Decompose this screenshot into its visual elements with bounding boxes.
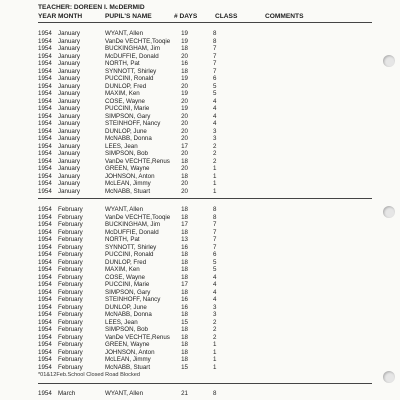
pupil-name-cell: BUCKINGHAM, Jim — [105, 45, 161, 52]
class-cell: 1 — [213, 348, 217, 356]
pupil-name-cell: WYANT, Allen — [105, 30, 144, 37]
month-cell: February — [58, 363, 83, 371]
binder-hole — [383, 206, 395, 218]
pupil-name-cell: COSE, Wayne — [105, 97, 146, 105]
pupil-name-cell: JOHNSON, Anton — [105, 172, 155, 180]
class-cell: 2 — [213, 150, 217, 157]
month-cell: February — [58, 296, 83, 303]
class-cell: 3 — [213, 303, 217, 311]
class-cell: 6 — [213, 75, 217, 82]
pupil-name-cell: LEES, Jean — [105, 318, 138, 326]
binder-hole — [383, 55, 395, 67]
year-cell: 1954 — [38, 266, 52, 273]
table-row — [38, 180, 372, 188]
pupil-name-cell: VanDe VECHTE,Renus — [105, 157, 170, 165]
year-cell: 1954 — [38, 112, 52, 120]
year-cell: 1954 — [38, 273, 52, 281]
table-row — [38, 158, 372, 166]
days-cell: 18 — [181, 356, 188, 363]
days-cell: 18 — [181, 266, 188, 273]
pupil-name-cell: PUCCINI, Marie — [105, 105, 150, 112]
days-cell: 20 — [181, 135, 188, 142]
days-cell: 17 — [181, 281, 188, 288]
year-cell: 1954 — [38, 165, 52, 172]
class-cell: 4 — [213, 112, 217, 120]
days-cell: 20 — [181, 52, 188, 60]
month-cell: January — [58, 37, 81, 45]
table-row — [38, 364, 372, 372]
col-year-header: YEAR — [38, 13, 57, 20]
month-cell: January — [58, 180, 81, 187]
col-days-header: # DAYS — [174, 13, 198, 20]
pupil-name-cell: STEINHOFF, Nancy — [105, 120, 161, 127]
class-cell: 5 — [213, 82, 217, 90]
days-cell: 21 — [181, 390, 188, 397]
year-cell: 1954 — [38, 142, 52, 150]
days-cell: 18 — [181, 228, 188, 236]
year-cell: 1954 — [38, 318, 52, 326]
month-cell: February — [58, 221, 83, 228]
pupil-name-cell: MAXIM, Ken — [105, 90, 140, 97]
month-cell: January — [58, 150, 81, 157]
class-cell: 2 — [213, 333, 217, 341]
class-cell: 7 — [213, 67, 217, 75]
table-row — [38, 30, 372, 38]
class-cell: 5 — [213, 266, 217, 273]
month-cell: January — [58, 45, 81, 52]
pupil-name-cell: DUNLOP, June — [105, 303, 147, 311]
table-row — [38, 150, 372, 158]
section-divider — [38, 198, 372, 199]
class-cell: 3 — [213, 127, 217, 135]
days-cell: 16 — [181, 296, 188, 303]
days-cell: 20 — [181, 180, 188, 187]
days-cell: 19 — [181, 75, 188, 82]
table-row — [38, 266, 372, 274]
month-cell: January — [58, 127, 81, 135]
month-cell: January — [58, 105, 81, 112]
pupil-name-cell: SIMPSON, Gary — [105, 112, 151, 120]
year-cell: 1954 — [38, 251, 52, 258]
table-row — [38, 341, 372, 349]
month-cell: February — [58, 266, 83, 273]
table-row — [38, 349, 372, 357]
year-cell: 1954 — [38, 311, 52, 318]
month-cell: February — [58, 288, 83, 296]
class-cell: 7 — [213, 60, 217, 67]
table-row — [38, 356, 372, 364]
days-cell: 18 — [181, 326, 188, 333]
month-cell: January — [58, 157, 81, 165]
table-row — [38, 251, 372, 259]
class-cell: 8 — [213, 37, 217, 45]
table-row — [38, 98, 372, 106]
days-cell: 20 — [181, 165, 188, 172]
year-cell: 1954 — [38, 97, 52, 105]
days-cell: 18 — [181, 251, 188, 258]
table-row — [38, 113, 372, 121]
days-cell: 20 — [181, 127, 188, 135]
days-cell: 20 — [181, 82, 188, 90]
month-cell: January — [58, 75, 81, 82]
year-cell: 1954 — [38, 206, 52, 213]
year-cell: 1954 — [38, 390, 52, 397]
days-cell: 16 — [181, 60, 188, 67]
year-cell: 1954 — [38, 60, 52, 67]
pupil-name-cell: DUNLOP, Fred — [105, 82, 147, 90]
year-cell: 1954 — [38, 363, 52, 371]
table-row — [38, 289, 372, 297]
class-cell: 7 — [213, 243, 217, 251]
table-row — [38, 83, 372, 91]
table-row — [38, 53, 372, 61]
class-cell: 8 — [213, 30, 217, 37]
year-cell: 1954 — [38, 213, 52, 221]
table-row — [38, 244, 372, 252]
class-cell: 5 — [213, 258, 217, 266]
month-cell: February — [58, 251, 83, 258]
year-cell: 1954 — [38, 67, 52, 75]
month-cell: February — [58, 326, 83, 333]
days-cell: 17 — [181, 142, 188, 150]
month-cell: January — [58, 67, 81, 75]
table-row — [38, 296, 372, 304]
month-cell: February — [58, 311, 83, 318]
pupil-name-cell: VanDe VECHTE,Tooqie — [105, 213, 171, 221]
pupil-name-cell: NORTH, Pat — [105, 236, 140, 243]
page-header — [38, 3, 372, 21]
days-cell: 19 — [181, 37, 188, 45]
days-cell: 18 — [181, 258, 188, 266]
class-cell: 7 — [213, 45, 217, 52]
month-cell: February — [58, 213, 83, 221]
pupil-name-cell: McLEAN, Jimmy — [105, 180, 151, 187]
pupil-name-cell: SIMPSON, Bob — [105, 150, 148, 157]
class-cell: 4 — [213, 120, 217, 127]
days-cell: 20 — [181, 112, 188, 120]
table-row — [38, 38, 372, 46]
month-cell: February — [58, 318, 83, 326]
pupil-name-cell: LEES, Jean — [105, 142, 138, 150]
month-cell: February — [58, 236, 83, 243]
month-cell: January — [58, 120, 81, 127]
month-cell: March — [58, 390, 76, 397]
year-cell: 1954 — [38, 30, 52, 37]
year-cell: 1954 — [38, 82, 52, 90]
year-cell: 1954 — [38, 75, 52, 82]
class-cell: 1 — [213, 172, 217, 180]
days-cell: 18 — [181, 288, 188, 296]
month-cell: February — [58, 356, 83, 363]
pupil-name-cell: McDUFFIE, Donald — [105, 52, 159, 60]
days-cell: 18 — [181, 311, 188, 318]
header-rule — [38, 22, 372, 23]
table-row — [38, 214, 372, 222]
year-cell: 1954 — [38, 281, 52, 288]
table-row — [38, 90, 372, 98]
table-row — [38, 105, 372, 113]
class-cell: 1 — [213, 187, 217, 195]
table-row — [38, 229, 372, 237]
section-february — [38, 206, 372, 379]
pupil-name-cell: PUCCINI, Ronald — [105, 251, 154, 258]
class-cell: 3 — [213, 311, 217, 318]
days-cell: 15 — [181, 318, 188, 326]
days-cell: 19 — [181, 30, 188, 37]
days-cell: 20 — [181, 120, 188, 127]
year-cell: 1954 — [38, 228, 52, 236]
year-cell: 1954 — [38, 348, 52, 356]
month-cell: January — [58, 187, 81, 195]
table-row — [38, 75, 372, 83]
pupil-name-cell: SYNNOTT, Shirley — [105, 67, 157, 75]
days-cell: 19 — [181, 105, 188, 112]
days-cell: 16 — [181, 243, 188, 251]
days-cell: 16 — [181, 303, 188, 311]
table-row — [38, 334, 372, 342]
year-cell: 1954 — [38, 243, 52, 251]
table-row — [38, 128, 372, 136]
year-cell: 1954 — [38, 258, 52, 266]
days-cell: 17 — [181, 221, 188, 228]
pupil-name-cell: WYANT, Allen — [105, 206, 144, 213]
class-cell: 1 — [213, 180, 217, 187]
pupil-name-cell: McNABB, Stuart — [105, 363, 151, 371]
days-cell: 18 — [181, 206, 188, 213]
table-row — [38, 173, 372, 181]
month-cell: February — [58, 341, 83, 348]
month-cell: February — [58, 348, 83, 356]
class-cell: 4 — [213, 281, 217, 288]
table-row — [38, 326, 372, 334]
section-january — [38, 30, 372, 195]
class-cell: 8 — [213, 206, 217, 213]
class-cell: 4 — [213, 97, 217, 105]
month-cell: February — [58, 206, 83, 213]
pupil-name-cell: DUNLOP, Fred — [105, 258, 147, 266]
month-cell: January — [58, 172, 81, 180]
class-cell: 7 — [213, 228, 217, 236]
year-cell: 1954 — [38, 341, 52, 348]
days-cell: 18 — [181, 273, 188, 281]
month-cell: January — [58, 30, 81, 37]
class-cell: 1 — [213, 341, 217, 348]
days-cell: 18 — [181, 157, 188, 165]
class-cell: 3 — [213, 135, 217, 142]
days-cell: 20 — [181, 150, 188, 157]
month-cell: February — [58, 258, 83, 266]
days-cell: 20 — [181, 187, 188, 195]
year-cell: 1954 — [38, 45, 52, 52]
year-cell: 1954 — [38, 135, 52, 142]
year-cell: 1954 — [38, 90, 52, 97]
pupil-name-cell: COSE, Wayne — [105, 273, 146, 281]
year-cell: 1954 — [38, 326, 52, 333]
class-cell: 6 — [213, 251, 217, 258]
section-note: *01&12Feb.School Closed Road Blocked — [38, 372, 140, 378]
year-cell: 1954 — [38, 37, 52, 45]
pupil-name-cell: STEINHOFF, Nancy — [105, 296, 161, 303]
pupil-name-cell: McNABB, Donna — [105, 135, 152, 142]
days-cell: 18 — [181, 172, 188, 180]
month-cell: January — [58, 97, 81, 105]
pupil-name-cell: McDUFFIE, Donald — [105, 228, 159, 236]
class-cell: 2 — [213, 142, 217, 150]
table-row — [38, 206, 372, 214]
col-name-header: PUPIL'S NAME — [105, 13, 152, 20]
pupil-name-cell: PUCCINI, Ronald — [105, 75, 154, 82]
class-cell: 7 — [213, 236, 217, 243]
days-cell: 13 — [181, 236, 188, 243]
pupil-name-cell: DUNLOP, June — [105, 127, 147, 135]
year-cell: 1954 — [38, 333, 52, 341]
pupil-name-cell: GREEN, Wayne — [105, 341, 150, 348]
section-divider — [38, 383, 372, 384]
month-cell: February — [58, 303, 83, 311]
month-cell: January — [58, 135, 81, 142]
year-cell: 1954 — [38, 236, 52, 243]
year-cell: 1954 — [38, 157, 52, 165]
class-cell: 1 — [213, 363, 217, 371]
class-cell: 1 — [213, 356, 217, 363]
table-row — [38, 304, 372, 312]
table-row — [38, 143, 372, 151]
month-cell: February — [58, 281, 83, 288]
class-cell: 2 — [213, 318, 217, 326]
pupil-name-cell: VanDe VECHTE,Tooqie — [105, 37, 171, 45]
pupil-name-cell: SIMPSON, Gary — [105, 288, 151, 296]
column-headers — [38, 12, 372, 21]
year-cell: 1954 — [38, 105, 52, 112]
class-cell: 2 — [213, 326, 217, 333]
class-cell: 8 — [213, 390, 217, 397]
month-cell: February — [58, 243, 83, 251]
pupil-name-cell: NORTH, Pat — [105, 60, 140, 67]
year-cell: 1954 — [38, 127, 52, 135]
table-row — [38, 236, 372, 244]
col-comments-header: COMMENTS — [265, 13, 304, 20]
month-cell: February — [58, 333, 83, 341]
class-cell: 4 — [213, 288, 217, 296]
pupil-name-cell: WYANT, Allen — [105, 390, 144, 397]
pupil-name-cell: JOHNSON, Anton — [105, 348, 155, 356]
table-row — [38, 259, 372, 267]
days-cell: 20 — [181, 97, 188, 105]
year-cell: 1954 — [38, 296, 52, 303]
table-row — [38, 390, 372, 398]
table-row — [38, 165, 372, 173]
table-row — [38, 311, 372, 319]
month-cell: January — [58, 142, 81, 150]
table-row — [38, 60, 372, 68]
table-row — [38, 135, 372, 143]
class-cell: 5 — [213, 90, 217, 97]
pupil-name-cell: McNABB, Donna — [105, 311, 152, 318]
binder-hole — [383, 371, 395, 383]
year-cell: 1954 — [38, 221, 52, 228]
pupil-name-cell: MAXIM, Ken — [105, 266, 140, 273]
year-cell: 1954 — [38, 187, 52, 195]
pupil-name-cell: BUCKINGHAM, Jim — [105, 221, 161, 228]
table-row — [38, 274, 372, 282]
teacher-name: TEACHER: DOREEN I. McDERMID — [38, 4, 145, 11]
table-row — [38, 319, 372, 327]
year-cell: 1954 — [38, 356, 52, 363]
days-cell: 18 — [181, 333, 188, 341]
month-cell: January — [58, 165, 81, 172]
class-cell: 8 — [213, 213, 217, 221]
table-row — [38, 45, 372, 53]
month-cell: January — [58, 82, 81, 90]
pupil-name-cell: GREEN, Wayne — [105, 165, 150, 172]
year-cell: 1954 — [38, 120, 52, 127]
days-cell: 18 — [181, 67, 188, 75]
pupil-name-cell: SYNNOTT, Shirley — [105, 243, 157, 251]
days-cell: 19 — [181, 90, 188, 97]
month-cell: January — [58, 112, 81, 120]
class-cell: 4 — [213, 105, 217, 112]
table-row — [38, 221, 372, 229]
days-cell: 18 — [181, 348, 188, 356]
month-cell: February — [58, 273, 83, 281]
year-cell: 1954 — [38, 52, 52, 60]
class-cell: 4 — [213, 273, 217, 281]
days-cell: 18 — [181, 213, 188, 221]
days-cell: 18 — [181, 341, 188, 348]
class-cell: 2 — [213, 157, 217, 165]
table-row — [38, 281, 372, 289]
days-cell: 15 — [181, 363, 188, 371]
pupil-name-cell: McNABB, Stuart — [105, 187, 151, 195]
pupil-name-cell: VanDe VECHTE,Renus — [105, 333, 170, 341]
section-march — [38, 390, 372, 398]
class-cell: 1 — [213, 165, 217, 172]
pupil-name-cell: McLEAN, Jimmy — [105, 356, 151, 363]
col-class-header: CLASS — [215, 13, 238, 20]
year-cell: 1954 — [38, 150, 52, 157]
year-cell: 1954 — [38, 288, 52, 296]
class-cell: 4 — [213, 296, 217, 303]
table-row — [38, 120, 372, 128]
table-row — [38, 188, 372, 196]
month-cell: January — [58, 60, 81, 67]
pupil-name-cell: PUCCINI, Marie — [105, 281, 150, 288]
class-cell: 7 — [213, 52, 217, 60]
month-cell: February — [58, 228, 83, 236]
year-cell: 1954 — [38, 180, 52, 187]
class-cell: 7 — [213, 221, 217, 228]
month-cell: January — [58, 90, 81, 97]
year-cell: 1954 — [38, 303, 52, 311]
days-cell: 18 — [181, 45, 188, 52]
table-row — [38, 68, 372, 76]
col-month-header: MONTH — [58, 13, 83, 20]
month-cell: January — [58, 52, 81, 60]
pupil-name-cell: SIMPSON, Bob — [105, 326, 148, 333]
year-cell: 1954 — [38, 172, 52, 180]
